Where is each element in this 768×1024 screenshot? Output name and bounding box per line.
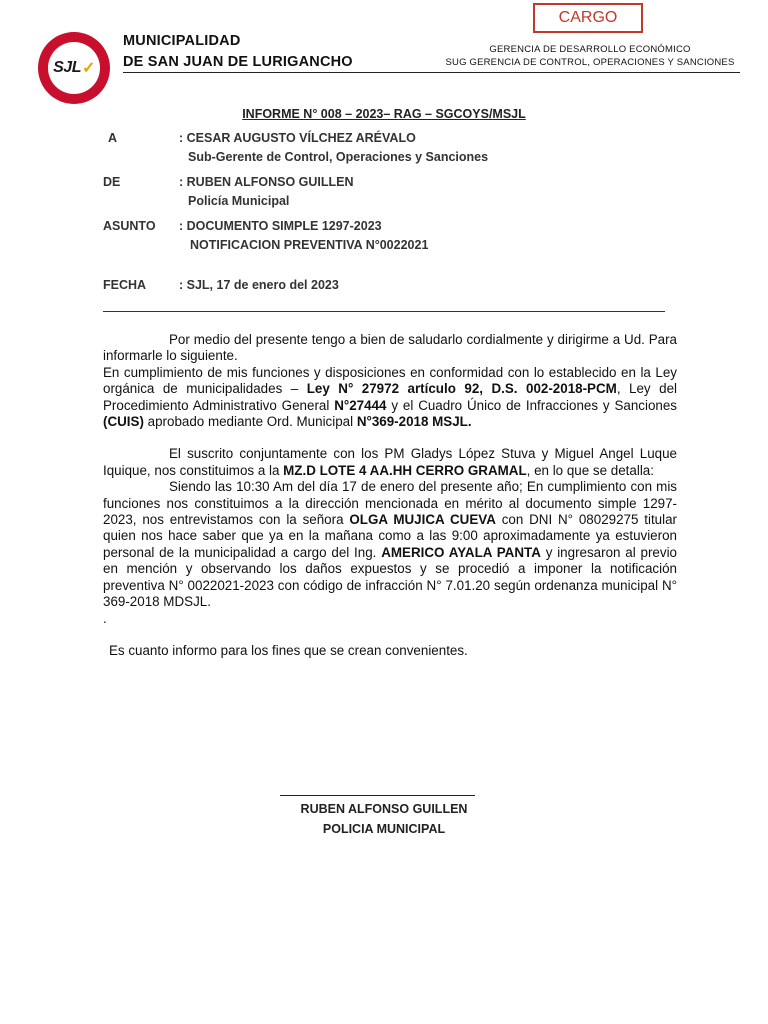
memo-divider	[103, 311, 665, 312]
date-label: FECHA	[103, 278, 147, 292]
signatory-title: POLICIA MUNICIPAL	[322, 822, 446, 836]
to-role: Sub-Gerente de Control, Operaciones y Sanciones	[188, 150, 489, 164]
municipality-name-line2: DE SAN JUAN DE LURIGANCHO	[123, 54, 353, 70]
paragraph-closing: Es cuanto informo para los fines que se crean convenientes.	[109, 642, 468, 658]
cargo-stamp: CARGO	[533, 3, 643, 33]
paragraph-intervention: El suscrito conjuntamente con los PM Gladys López Stuva y Miguel Angel Luque Iquique, nos constituimos a la MZ.D LOTE 4 AA.HH CERRO GRAMAL, en lo que se detalla:	[103, 446, 677, 478]
from-label: DE	[103, 175, 121, 189]
paragraph-greeting: Por medio del presente tengo a bien de saludarlo cordialmente y dirigirme a Ud. Para informarle lo siguiente.	[103, 332, 677, 364]
from-role: Policía Municipal	[188, 194, 290, 208]
paragraph-legal-basis: En cumplimiento de mis funciones y disposiciones en conformidad con lo establecido en la Ley orgánica de municipalidades – Ley N° 27972 artículo 92, D.S. 002-2018-PCM, Ley del Procedimiento Administrativo General N°27444 y el Cuadro Único de Infracciones y Sanciones (CUIS) aprobado mediante Ord. Municipal N°369-2018 MSJL.	[103, 364, 678, 430]
from-value: : RUBEN ALFONSO GUILLEN	[179, 175, 354, 189]
header-divider	[123, 72, 740, 73]
signature-line	[280, 795, 475, 796]
paragraph-dot: .	[103, 610, 107, 626]
paragraph-details: Siendo las 10:30 Am del día 17 de enero del presente año; En cumplimiento con mis funciones nos constituimos a la dirección mencionada en mérito al documento simple 1297-2023, nos entrevistamos con la señora OLGA MUJICA CUEVA con DNI N° 08029275 titular quien nos hace saber que ya en la mañana como a las 9:00 aproximadamente ya estuvieron personal de la municipalidad a cargo del Ing. AMERICO AYALA PANTA y ingresaron al previo en mención y observando los daños expuestos y se procedió a imponer la notificación preventiva N° 0022021-2023 con código de infracción N° 7.01.20 según ordenanza municipal N° 369-2018 MDSJL.	[103, 479, 677, 610]
municipality-logo	[38, 32, 110, 104]
date-value: : SJL, 17 de enero del 2023	[179, 278, 339, 292]
to-label: A	[108, 131, 118, 145]
gerencia-line1: GERENCIA DE DESARROLLO ECONÓMICO	[489, 44, 691, 55]
subject-value-line2: NOTIFICACION PREVENTIVA N°0022021	[190, 238, 429, 252]
to-value: : CESAR AUGUSTO VÍLCHEZ ARÉVALO	[179, 131, 416, 145]
signatory-name: RUBEN ALFONSO GUILLEN	[300, 802, 468, 816]
subject-label: ASUNTO	[103, 219, 156, 233]
report-body	[103, 332, 677, 659]
gerencia-line2: SUG GERENCIA DE CONTROL, OPERACIONES Y SANCIONES	[445, 57, 735, 68]
logo-text: SJL ✓	[48, 42, 100, 94]
report-number: INFORME N° 008 – 2023– RAG – SGCOYS/MSJL	[242, 107, 526, 121]
municipality-name-line1: MUNICIPALIDAD	[123, 33, 241, 49]
subject-value: : DOCUMENTO SIMPLE 1297-2023	[179, 219, 382, 233]
